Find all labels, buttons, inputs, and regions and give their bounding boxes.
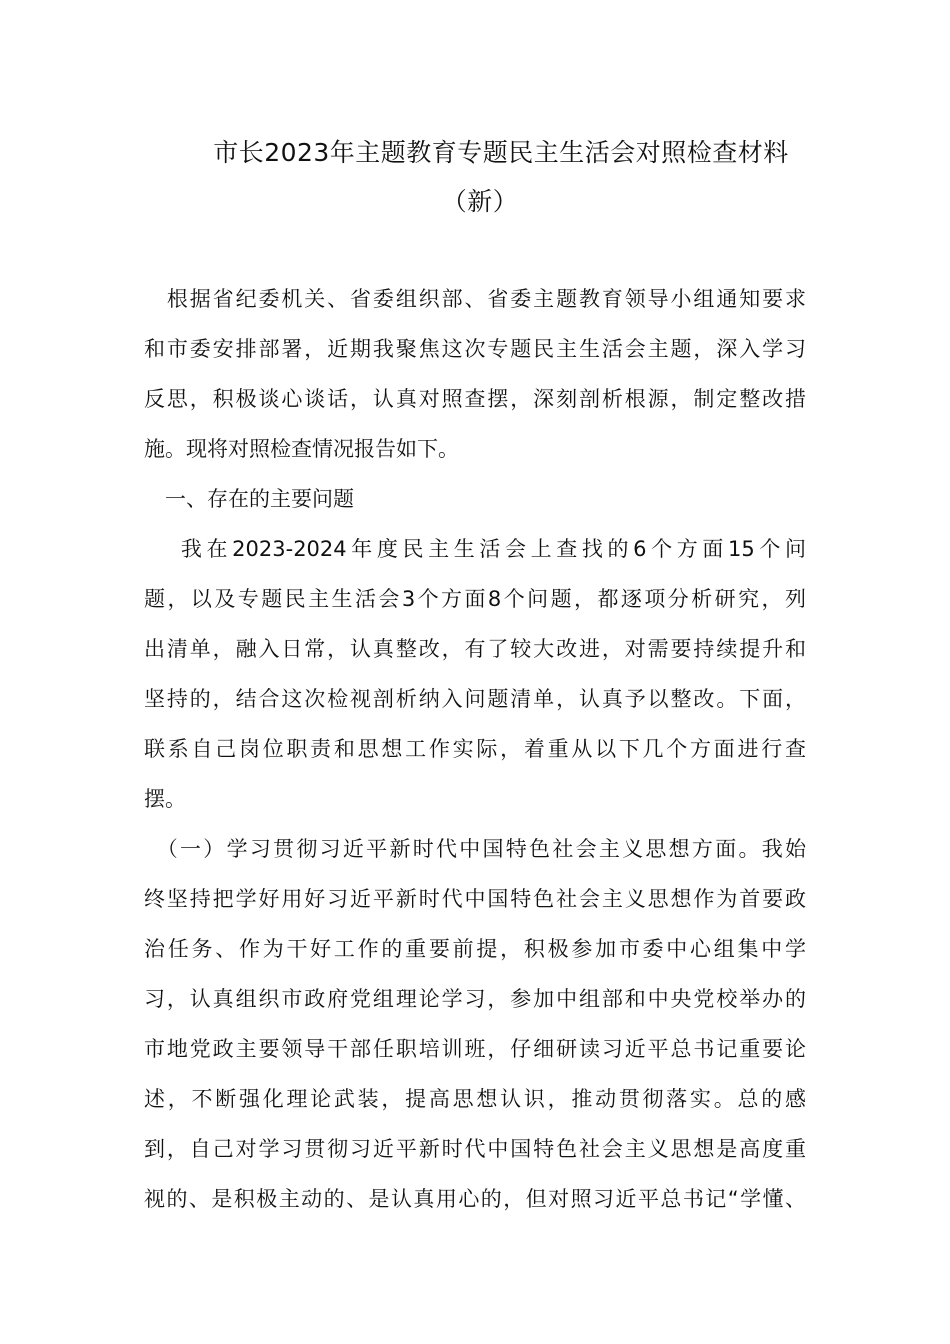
paragraph-line: 述，不断强化理论武装，提高思想认识，推动贯彻落实。总的感 [144, 1087, 806, 1111]
paragraph-line: 联系自己岗位职责和思想工作实际，着重从以下几个方面进行查 [144, 737, 806, 761]
paragraph-line: 反思，积极谈心谈话，认真对照查摆，深刻剖析根源，制定整改措 [144, 387, 806, 411]
paragraph-line: 坚持的，结合这次检视剖析纳入问题清单，认真予以整改。下面， [144, 687, 806, 711]
paragraph-line: 题，以及专题民主生活会3个方面8个问题，都逐项分析研究，列 [144, 587, 806, 611]
paragraph-line: 治任务、作为干好工作的重要前提，积极参加市委中心组集中学 [144, 937, 806, 961]
section-heading: 一、存在的主要问题 [144, 487, 354, 511]
paragraph-line: 市地党政主要领导干部任职培训班，仔细研读习近平总书记重要论 [144, 1037, 806, 1061]
paragraph-line: （一）学习贯彻习近平新时代中国特色社会主义思想方面。我始 [144, 837, 806, 861]
paragraph-line: 根据省纪委机关、省委组织部、省委主题教育领导小组通知要求 [144, 287, 806, 311]
document-title: 市长2023年主题教育专题民主生活会对照检查材料 [213, 138, 789, 167]
paragraph-line: 到，自己对学习贯彻习近平新时代中国特色社会主义思想是高度重 [144, 1137, 806, 1161]
paragraph-line: 我在2023-2024年度民主生活会上查找的6个方面15个问 [144, 537, 806, 561]
paragraph-line: 摆。 [144, 787, 186, 811]
document-title-suffix: （新） [441, 187, 519, 216]
paragraph-line: 和市委安排部署，近期我聚焦这次专题民主生活会主题，深入学习 [144, 337, 806, 361]
paragraph-line: 视的、是积极主动的、是认真用心的，但对照习近平总书记“学懂、 [144, 1187, 806, 1211]
paragraph-line: 出清单，融入日常，认真整改，有了较大改进，对需要持续提升和 [144, 637, 806, 661]
paragraph-line: 习，认真组织市政府党组理论学习，参加中组部和中央党校举办的 [144, 987, 806, 1011]
paragraph-line: 施。现将对照检查情况报告如下。 [144, 437, 459, 461]
paragraph-line: 终坚持把学好用好习近平新时代中国特色社会主义思想作为首要政 [144, 887, 806, 911]
